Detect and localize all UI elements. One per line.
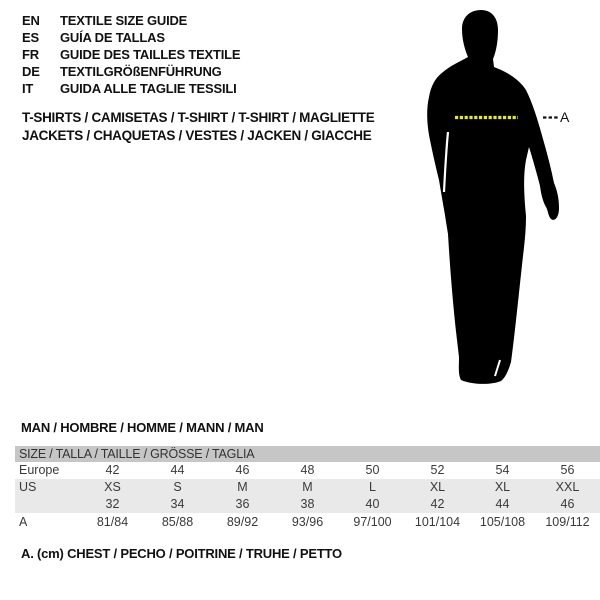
- table-cell: 32: [105, 497, 120, 511]
- language-code: DE: [22, 64, 40, 79]
- language-row: [22, 63, 240, 80]
- table-cell: 44: [170, 463, 185, 477]
- table-cell: 81/84: [96, 515, 129, 529]
- table-cell: M: [302, 480, 313, 494]
- table-cell: 101/104: [414, 515, 461, 529]
- table-cell: 48: [300, 463, 315, 477]
- language-label: TEXTILE SIZE GUIDE: [60, 13, 188, 28]
- measurement-label-a: A: [560, 109, 570, 125]
- language-code: EN: [22, 13, 40, 28]
- table-row-chest-cm: [15, 513, 600, 531]
- table-cell: 85/88: [161, 515, 194, 529]
- language-row: [22, 80, 240, 97]
- language-list: [22, 12, 240, 97]
- table-cell: 54: [495, 463, 510, 477]
- table-cell: XL: [494, 480, 511, 494]
- table-cell: 44: [495, 497, 510, 511]
- section-title-man: MAN / HOMBRE / HOMME / MANN / MAN: [21, 420, 264, 435]
- measurement-footnote: A. (cm) CHEST / PECHO / POITRINE / TRUHE / PETTO: [21, 546, 342, 561]
- table-cell: L: [369, 480, 376, 494]
- category-tshirts: T-SHIRTS / CAMISETAS / T-SHIRT / T-SHIRT / MAGLIETTE: [22, 110, 375, 125]
- table-cell: 97/100: [353, 515, 392, 529]
- size-table: [15, 446, 600, 531]
- table-cell: 46: [235, 463, 250, 477]
- table-cell: 93/96: [291, 515, 324, 529]
- language-code: ES: [22, 30, 39, 45]
- language-label: GUIDA ALLE TAGLIE TESSILI: [60, 81, 237, 96]
- table-cell: 50: [365, 463, 380, 477]
- language-row: [22, 46, 240, 63]
- category-jackets: JACKETS / CHAQUETAS / VESTES / JACKEN / GIACCHE: [22, 128, 372, 143]
- size-table-header: SIZE / TALLA / TAILLE / GRÖSSE / TAGLIA: [15, 446, 600, 462]
- row-label: US: [19, 480, 37, 494]
- table-cell: 42: [430, 497, 445, 511]
- table-cell: XL: [429, 480, 446, 494]
- table-cell: 36: [235, 497, 250, 511]
- table-cell: 109/112: [545, 515, 590, 529]
- language-label: GUÍA DE TALLAS: [60, 30, 165, 45]
- row-label: [15, 496, 80, 513]
- man-silhouette-figure: [410, 0, 600, 400]
- table-cell: 46: [560, 497, 575, 511]
- table-row-europe: [15, 462, 600, 479]
- table-cell: XXL: [555, 480, 580, 494]
- garment-categories: [22, 109, 374, 145]
- row-label: A: [19, 515, 28, 529]
- table-cell: 52: [430, 463, 445, 477]
- table-cell: 34: [170, 497, 185, 511]
- table-cell: S: [173, 480, 182, 494]
- language-code: IT: [22, 81, 34, 96]
- table-row-numeric: [15, 496, 600, 513]
- table-cell: 105/108: [479, 515, 526, 529]
- language-row: [22, 12, 240, 29]
- row-label: Europe: [19, 463, 60, 477]
- table-cell: 38: [300, 497, 315, 511]
- language-row: [22, 29, 240, 46]
- language-label: TEXTILGRÖßENFÜHRUNG: [60, 64, 222, 79]
- man-silhouette: [427, 10, 559, 384]
- language-code: FR: [22, 47, 39, 62]
- table-cell: 56: [560, 463, 575, 477]
- table-cell: 42: [105, 463, 120, 477]
- table-row-us: [15, 479, 600, 496]
- language-label: GUIDE DES TAILLES TEXTILE: [60, 47, 241, 62]
- table-cell: XS: [104, 480, 121, 494]
- table-cell: M: [237, 480, 248, 494]
- table-cell: 89/92: [226, 515, 259, 529]
- table-cell: 40: [365, 497, 380, 511]
